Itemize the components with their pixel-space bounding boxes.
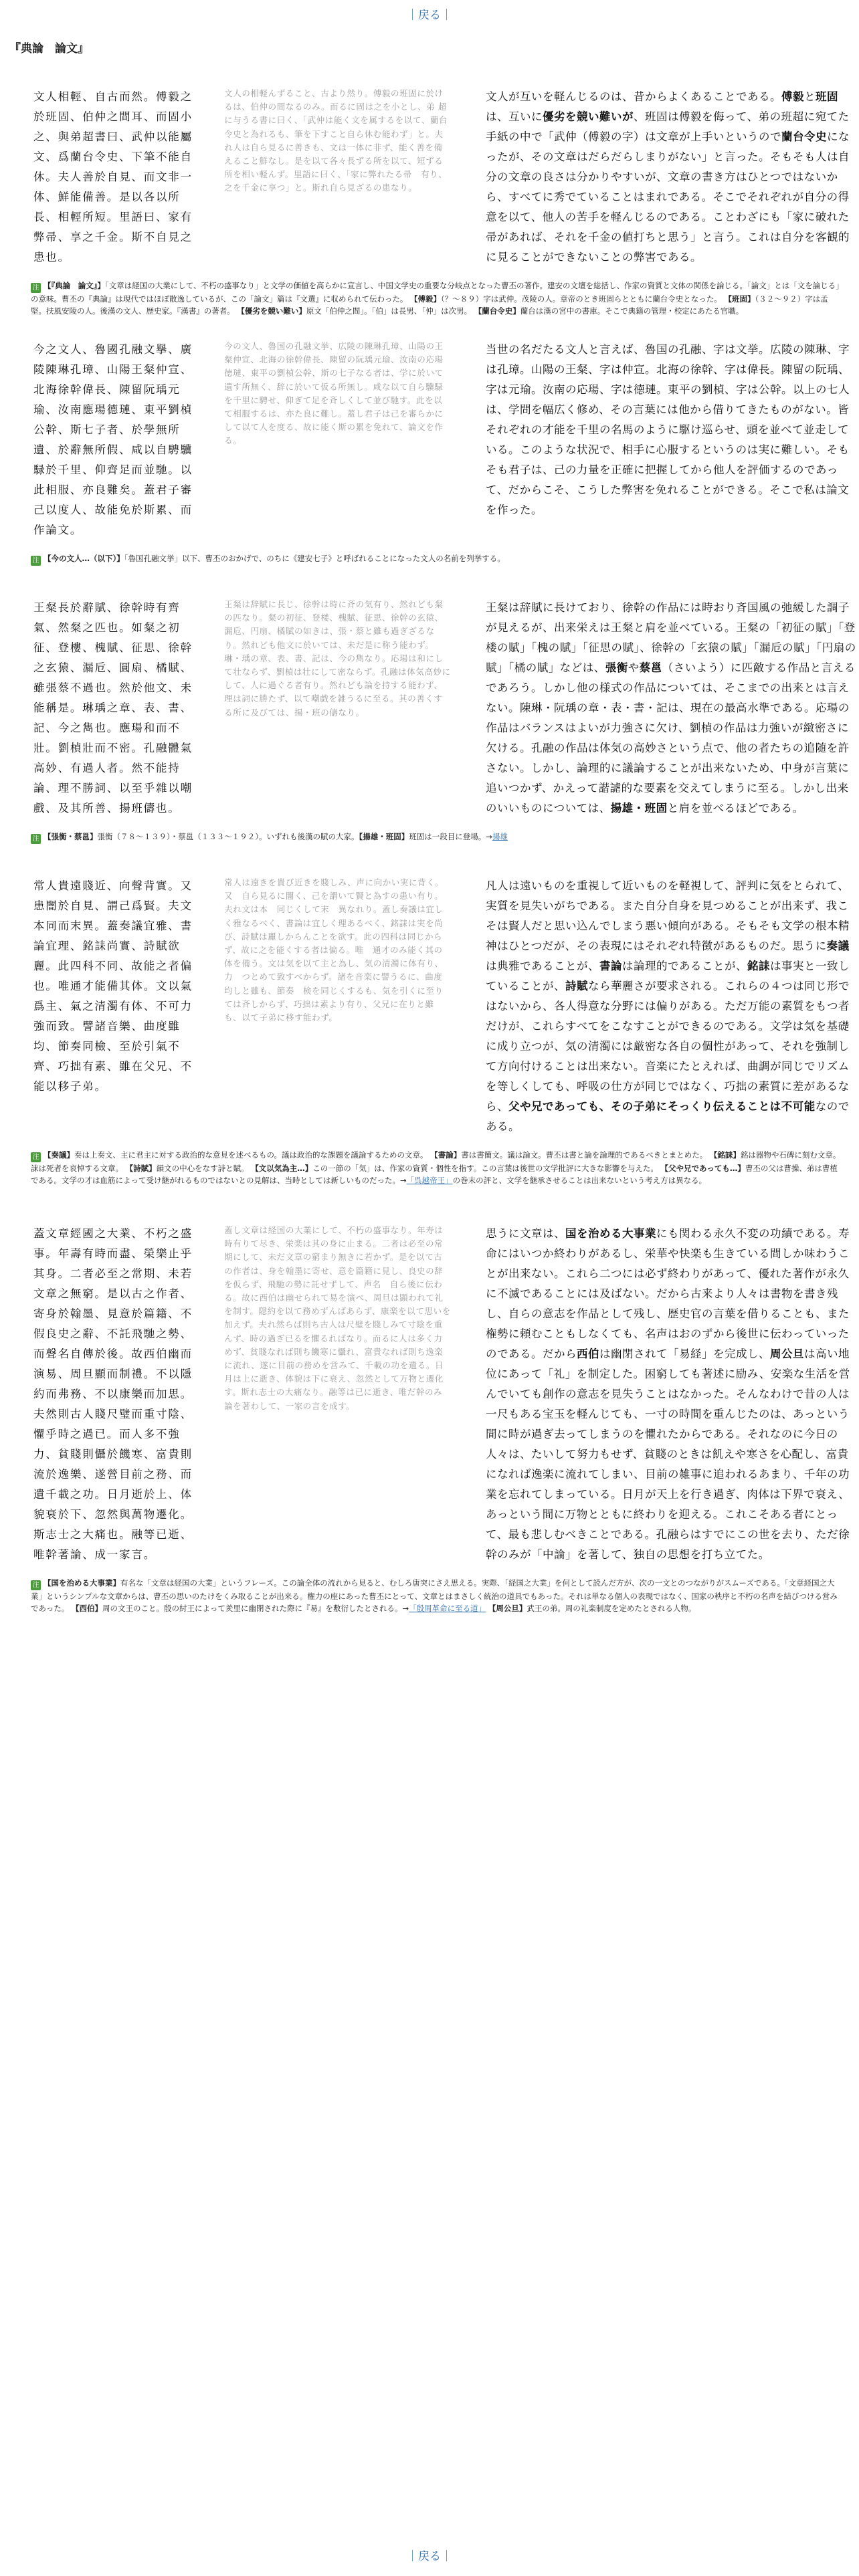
top-nav (0, 0, 859, 24)
link-wuyue[interactable]: 「呉越帝王」 (406, 1176, 453, 1185)
section-3 (0, 598, 859, 844)
modern-translation: 凡人は遠いものを重視して近いものを軽視して、評判に気をとられて、実質を見失いがちである。また自分自身を見つめることが出来ず、我こそは賢人だと思い込んでしまう悪い傾向がある。そもそも文学の根本精神はひとつだが、その表現にはそれぞれ特徴があるものだ。思うに奏議は典雅であることが、書論は論理的であることが、銘誄は事実と一致していることが、詩賦なら華麗さが要求される。これらの４つは同じ形ではないから、各人得意な分野には偏りがある。ただ万能の素質をもつ者だけが、これらすべてをこなすことができるのである。文学は気を基礎に成り立つが、気の清濁には厳密な各自の個性があって、それを強制して方向付けることは出来ない。音楽にたとえれば、曲調が同じでリズムを等しくしても、呼吸の仕方が同じではなく、巧拙の素質に差があるなら、父や兄であっても、その子弟にそっくり伝えることは不可能なのである。 (485, 879, 850, 1133)
note-marker-icon: 注 (31, 834, 41, 844)
section-1-row (0, 87, 859, 267)
section-2-row (0, 340, 859, 540)
note-marker-icon: 注 (31, 283, 41, 293)
link-yang-xiong[interactable]: 揚雄 (492, 832, 508, 841)
link-yinzhou[interactable]: 「殷周革命に至る道」 (409, 1604, 486, 1613)
section-2 (0, 340, 859, 566)
modern-translation: 王粲は辞賦に長けており、徐幹の作品には時おり斉国風の弛緩した調子が見えるが、出来栄えは王粲と肩を並べている。王粲の「初征の賦」「登楼の賦」「槐の賦」「征思の賦」、徐幹の「玄猿の賦」「漏卮の賦」「円扇の賦」「橘の賦」などは、張衡や蔡邕（さいよう）に匹敵する作品と言えるであろう。しかし他の様式の作品については、そこまでの出来とは言えない。陳琳・阮瑀の章・表・書・記は、現在の最高水準である。応瑒の作品はバランスはよいが力強さに欠け、劉楨の作品は力強いが緻密さに欠ける。孔融の作品は体気の高妙さという点で、他の者たちの追随を許さない。しかし、論理的に議論することが出来ないため、中身が言葉に追いつかず、かえって諧謔的な要素を交えてしまうに至る。しかし出来のいいものについては、揚雄・班固と肩を並べるほどである。 (485, 601, 856, 815)
page-title: 『典論 論文』 (9, 42, 89, 56)
section-4-row (0, 876, 859, 1137)
section-5 (0, 1224, 859, 1614)
kanbun-text: 王粲長於辭賦、徐幹時有齊氣、然粲之匹也。如粲之初征、登樓、槐賦、征思、徐幹之玄猿、漏卮、圓扇、橘賦、雖張蔡不過也。然於他文、未能稱是。琳瑀之章、表、書、記、今之雋也。應瑒和而不壯。劉楨壯而不密。孔融體氣高妙、有過人者。然不能持論、理不勝詞、以至乎雜以嘲戲、及其所善、揚班儔也。 (33, 601, 193, 815)
section-4 (0, 876, 859, 1186)
back-link-bottom[interactable]: ｜戻る｜ (407, 2550, 452, 2563)
kundoku-text: 常人は遠きを貴び近きを賤しみ、声に向かい実に背く。又 自ら見るに闇く、己を謂いて賢と為すの患い有り。夫れ文は本 同じくして末 異なれり。蓋し奏議は宜しく雅なるべく、書論は宜しく理あるべく、銘誄は実を尚び、詩賦は麗しからんことを欲す。此の四科は同じからず、故に之を能くする者は偏る。唯 通才のみ能く其の体を備う。文は気を以て主と為し、気の清濁に体有り、力 つとめて致すべからず。諸を音楽に譬うるに、曲度 均しと雖も、節奏 検を同じくするも、気を引くに至りては斉しからず、巧拙は素より有り、父兄に在りと雖も、以て子弟に移す能わず。 (224, 877, 452, 1023)
modern-translation: 文人が互いを軽んじるのは、昔からよくあることである。傅毅と班固は、互いに優劣を競い難いが、班固は傅毅を侮って、弟の班超に宛てた手紙の中で「武仲（傅毅の字）は文章が上手いというので蘭台令史になったが、その文章はだらだらしまりがない」と言った。そもそも人は自分の文章の良さは分かりやすいが、文章の書き方はひとつではないから、すべてに秀でていることはまれである。そこでそれぞれが自分の得意を以て、他人の苦手を軽んじるのである。ことわざにも「家に破れた帚があれば、それを千金の値打ちと思う」と言う。これは自分を客観的に見ることができないことの弊害である。 (485, 90, 850, 263)
note-4: 注 【奏議】奏は上奏文、主に君主に対する政治的な意見を述べるもの。議は政治的な課題を議論するための文章。 【書論】書は書簡文。議は論文。曹丕は書と論を論理的であるべきとまとめた。 【銘誄】銘は器物や石碑に刻む文章。誄は死者を哀悼する文章。 【詩賦】韻文の中心をなす詩と賦。 【文以気為主…】この一節の「気」は、作家の資質・個性を指す。この言葉は後世の文学批評に大きな影響を与えた。 【父や兄であっても…】曹丕の父は曹操、弟は曹植である。文学の才は血筋によって受け継がれるものではないとの見解は、当時としては新しいものだった。→「呉越帝王」の巻末の評と、文学を継承させることは出来ないという考え方は異なる。 (31, 1150, 841, 1185)
note-3: 注 【張衡・蔡邕】張衡（７８〜１３９）・蔡邕（１３３〜１９２）。いずれも後漢の賦の大家。【揚雄・班固】班固は一段目に登場。→揚雄 (31, 831, 843, 844)
kundoku-text: 今の文人、魯国の孔融文挙、広陵の陳琳孔璋、山陽の王粲仲宣、北海の徐幹偉長、陳留の阮瑀元瑜、汝南の応瑒徳璉、東平の劉楨公幹、斯の七子なる者は、学に於いて遺す所無く、辞に於いて仮る所無し。咸な以て自ら驥騄を千里に騁せ、仰ぎて足を斉しくして並び馳す。此を以て相服するは、亦た良に難し。蓋し君子は己を審らかにして以て人を度る、故に能く斯の累を免れて、論文を作る。 (224, 341, 444, 446)
note-2: 注 【今の文人…（以下）】「魯国孔融文挙」以下、曹丕のおかげで、のちに《建安七子》と呼ばれることになった文人の名前を列挙する。 (31, 552, 843, 566)
modern-translation: 当世の名だたる文人と言えば、魯国の孔融、字は文挙。広陵の陳琳、字は孔璋。山陽の王粲、字は仲宣。北海の徐幹、字は偉長。陳留の阮瑀、字は元瑜。汝南の応瑒、字は徳璉。東平の劉楨、字は公幹。以上の七人は、学問を幅広く修め、その言葉には他から借りてきたものがない。皆それぞれの才能を千里の名馬のように駆け巡らせ、頭を並べて並走している。このような状況で、相手に心服するというのは実に難しい。そもそも君子は、己の力量を正確に把握してから他人を評価するのであって、だからこそ、こうした弊害を免れることができる。そこで私は論文を作った。 (485, 343, 850, 516)
kanbun-text: 文人相輕、自古而然。傅毅之於班固、伯仲之間耳、而固小之、與弟超書曰、武仲以能屬文、爲蘭台令史、下筆不能自休。夫人善於自見、而文非一体、鮮能備善。是以各以所長、相輕所短。里語曰、家有弊帚、享之千金。斯不自見之患也。 (33, 90, 193, 263)
kanbun-text: 蓋文章經國之大業、不朽之盛事。年壽有時而盡、榮樂止乎其身。二者必至之常期、未若文章之無窮。是以古之作者、寄身於翰墨、見意於篇籍、不假良史之辭、不託飛馳之勢、而聲名自傳於後。故西伯幽而演易、周旦顯而制禮。不以隱約而弗務、不以康樂而加思。夫然則古人賤尺璧而重寸陰、懼乎時之過已。而人多不強力、貧賤則懾於饑寒、富貴則流於逸樂、遂營目前之務、而遺千載之功。日月逝於上、体貌衰於下、忽然與萬物遷化。斯志士之大痛也。融等已逝、唯幹著論、成一家言。 (33, 1227, 193, 1561)
bottom-nav (0, 2547, 859, 2563)
note-marker-icon: 注 (31, 1580, 41, 1590)
kanbun-text: 今之文人、魯國孔融文擧、廣陵陳琳孔璋、山陽王粲仲宣、北海徐幹偉長、陳留阮瑀元瑜、汝南應瑒德璉、東平劉楨公幹、斯七子者、於學無所遺、於辭無所假、咸以自騁驥騄於千里、仰齊足而並馳。以此相服、亦良難矣。蓋君子審己以度人、故能免於斯累、而作論文。 (33, 343, 193, 536)
section-3-row (0, 598, 859, 819)
section-5-row (0, 1224, 859, 1565)
kundoku-text: 王粲は辞賦に長じ、徐幹は時に斉の気有り、然れども粲の匹なり。粲の初征、登楼、槐賦、征思、徐幹の玄猿、漏卮、円扇、橘賦の如きは、張・蔡と雖も過ぎざるなり。然れども他文に於いては、未だ是に称う能わず。琳・瑀の章、表、書、記は、今の雋なり。応瑒は和にして壮ならず、劉楨は壮にして密ならず。孔融は体気高妙にして、人に過ぐる者有り。然れども論を持する能わず、理は詞に勝たず、以て嘲戯を雑うるに至る。其の善くする所に及びては、揚・班の儔なり。 (224, 599, 451, 718)
note-5: 注 【国を治める大事業】有名な「文章は経国の大業」というフレーズ。この論全体の流れから見ると、むしろ唐突にさえ思える。実際、「経国之大業」を何として読んだ方が、次の一文とのつながりがスムーズである。「文章経国之大業」というシンプルな文章からは、曹丕の思いのたけをくみ取ることが出来る。権力の座にあった曹丕にとって、文章とはまさしく統治の道具でもあった。それは単なる個人の表現ではなく、国家の秩序と不朽の名声を結びつける営みであった。 【西伯】周の文王のこと。殷の紂王によって羑里に幽閉された際に『易』を敷衍したとされる。→「殷周革命に至る道」 【周公旦】武王の弟。周の礼楽制度を定めたとされる人物。 (31, 1578, 838, 1613)
kundoku-text: 文人の相軽んずること、古より然り。傅毅の班固に於けるは、伯仲の間なるのみ。而るに固は之を小とし、弟 超に与うる書に曰く、「武仲は能く文を属するを以て、蘭台令史と為れるも、筆を下すこと自ら休む能わず」と。夫れ人は自ら見るに善きも、文は一体に非ず、能く善を備えること鮮なし。是を以て各々長ずる所を以て、短ずる所を相い軽んず。里語に曰く、「家に弊れたる帚 有り、之を千金に享つ」と。斯れ自ら見ざるの患なり。 (224, 88, 448, 193)
kanbun-text: 常人貴遠賤近、向聲背實。又患闇於自見、謂己爲賢。夫文本同而末異。蓋奏議宜雅、書論宜理、銘誄尚實、詩賦欲麗。此四科不同、故能之者偏也。唯通才能備其体。文以氣爲主、氣之清濁有体、不可力強而致。譬諸音樂、曲度雖均、節奏同檢、至於引氣不齊、巧拙有素、雖在父兄、不能以移子弟。 (33, 879, 193, 1093)
section-1 (0, 87, 859, 317)
note-marker-icon: 注 (31, 556, 41, 566)
kundoku-text: 蓋し文章は経国の大業にして、不朽の盛事なり。年寿は時有りて尽き、栄楽は其の身に止まる。二者は必至の常期にして、未だ文章の窮まり無きに若かず。是を以て古の作者は、身を翰墨に寄せ、意を篇籍に見し、良史の辞を仮らず、飛馳の勢に託せずして、声名 自ら後に伝わる。故に西伯は幽せられて易を演べ、周旦は顕われて礼を制す。隠約を以て務めずんばあらず、康楽を以て思いを加えず。夫れ然らば則ち古人は尺璧を賤しみて寸陰を重んず、時の過ぎ已るを懼るればなり。而るに人は多く力めず、貧賤なれば則ち饑寒に懾れ、富貴なれば則ち逸楽に流れ、遂に目前の務めを営みて、千載の功を遺る。日月は上に逝き、体貌は下に衰え、忽然として万物と遷化す。斯れ志士の大痛なり。融等は已に逝き、唯だ幹のみ論を著わして、一家の言を成す。 (224, 1225, 451, 1411)
modern-translation: 思うに文章は、国を治める大事業にも関わる永久不変の功績である。寿命にはいつか終わりがあるし、栄華や快楽も生きている間しか味わうことが出来ない。これら二つには必ず終わりがあって、優れた著作が永久に不滅であることには及ばない。だから古来より人々は書物を書き残し、自らの意志を作品として残し、歴史官の言葉を借りることも、また権勢に頼むこともしなくても、名声はおのずから後世に伝わっていったのである。だから西伯は幽閉されて「易経」を完成し、周公旦は高い地位にあって「礼」を制定した。困窮しても著述に励み、安楽な生活を営んでいても創作の意志を見失うことはなかった。そんなわけで昔の人は一尺もある宝玉を軽んじても、一寸の時間を重んじたのは、あっという間に時が過ぎ去ってしまうのを懼れたからである。それなのに今日の人々は、たいして努力もせず、貧賤のときは飢えや寒さを心配し、富貴になれば逸楽に流れてしまい、目前の雑事に追われるあまり、千年の功業を忘れてしまっている。日月が天上を行き過ぎ、肉体は下界で衰え、あっという間に万物とともに終わりを迎える。これこそある者にとって、最も悲しむべきことである。孔融らはすでにこの世を去り、ただ徐幹のみが「中論」を著して、独自の思想を打ち立てた。 (485, 1227, 850, 1561)
note-1: 注 【『典論 論文』】「文章は経国の大業にして、不朽の盛事なり」と文学の価値を高らかに宣言し、中国文学史の重要な分岐点となった曹丕の著作。建安の文壇を総括し、作家の資質と文体の関係を論じる。「論文」とは「文を論じる」の意味。曹丕の『典論』は現代ではほぼ散逸しているが、この「論文」篇は『文選』に収められて伝わった。 【傅毅】（？〜８９）字は武仲。茂陵の人。章帝のとき班固らとともに蘭台令史となった。 【班固】（３２〜９２）字は孟堅。扶風安陵の人。後漢の文人、歴史家。『漢書』の著者。 【優劣を競い難い】原文「伯仲之間」。「伯」は長男、「仲」は次男。 【蘭台令史】蘭台は漢の宮中の書庫。そこで典籍の管理・校定にあたる官職。 (31, 281, 840, 316)
back-link-top[interactable]: ｜戻る｜ (407, 9, 452, 22)
note-marker-icon: 注 (31, 1152, 41, 1162)
